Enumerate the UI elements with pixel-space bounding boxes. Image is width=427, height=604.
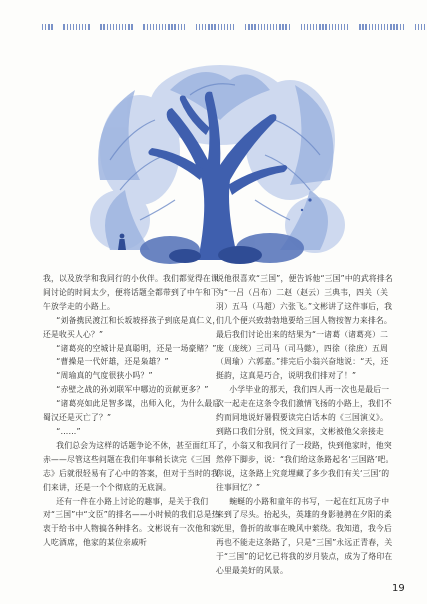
stripe-bar <box>159 24 160 30</box>
stripe-bar <box>107 24 108 30</box>
stripe-bar <box>85 24 86 30</box>
stripe-bar <box>103 24 104 30</box>
stripe-bar <box>384 24 385 30</box>
stripe-bar <box>233 24 234 30</box>
stripe-bar <box>211 24 212 30</box>
stripe-bar <box>273 24 274 30</box>
stripe-bar <box>181 24 182 30</box>
stripe-bar <box>48 24 49 30</box>
stripe-bar <box>400 24 401 30</box>
stripe-bar <box>390 24 391 30</box>
stripe-bar <box>329 24 330 30</box>
stripe-bar <box>116 24 117 30</box>
stripe-bar <box>51 24 52 30</box>
paragraph: 还有一件在小路上讨论的趣事，是关于我们对“三国”中“文臣”的排名——小时候的我们总是热衷于给书中人物搞各种排名。文彬说有一次他和家人吃酒席，他家的某位亲戚听 <box>43 496 220 548</box>
stripe-bar <box>325 24 326 30</box>
stripe-bar <box>63 24 64 30</box>
stripe-bar <box>359 24 360 30</box>
stripe-bar <box>258 24 259 30</box>
stripe-bar <box>110 24 111 30</box>
stripe-bar <box>221 24 222 30</box>
stripe-bar <box>205 24 206 30</box>
stripe-bar <box>301 24 302 30</box>
paragraph: “曹操是一代奸雄，还是枭雄？” <box>56 357 169 367</box>
stripe-bar <box>218 24 219 30</box>
stripe-bar <box>88 24 89 30</box>
stripe-bar <box>42 24 43 30</box>
stripe-bar <box>421 24 422 30</box>
stripe-bar <box>122 24 123 30</box>
stripe-bar <box>304 24 305 30</box>
stripe-bar <box>45 24 46 30</box>
stripe-bar <box>199 24 200 30</box>
stripe-bar <box>335 24 336 30</box>
paragraph: “赤壁之战的孙刘联军中哪边的贡献更多？” <box>56 385 209 395</box>
stripe-bar <box>254 24 255 30</box>
stripe-bar <box>230 24 231 30</box>
stripe-bar <box>338 24 339 30</box>
stripe-bar <box>322 24 323 30</box>
paragraph: 说他很喜欢“三国”，便告诉他“三国”中的武将排名为“一吕（吕布）二赵（赵云）三典韦，四关（关羽）五马（马超）六张飞。”文彬讲了这件事后，我们几个便兴致勃勃地要给三国人物按智力来排名。最后我们讨论出来的结果为“一诸葛（诸葛亮）二庞（庞统）三司马（司马懿），四徐（徐庶）五周（周瑜）六郭嘉。”排完后小翁兴奋地说：“天，还挺韵，这真是巧合，说明我们排对了！” <box>216 274 393 381</box>
stripe-bar <box>332 24 333 30</box>
left-text-column <box>43 272 221 550</box>
stripe-bar <box>79 24 80 30</box>
stripe-bar <box>125 24 126 30</box>
stripe-bar <box>279 24 280 30</box>
stripe-bar <box>162 24 163 30</box>
stripe-bar <box>143 24 144 30</box>
stripe-bar <box>67 24 68 30</box>
stripe-bar <box>387 24 388 30</box>
stripe-bar <box>270 24 271 30</box>
stripe-bar <box>316 24 317 30</box>
stripe-bar <box>248 24 249 30</box>
stripe-bar <box>344 24 345 30</box>
stripe-bar <box>76 24 77 30</box>
paragraph: “刘备携民渡江和长坂坡择孩子到底是真仁义，还是收买人心？” <box>43 315 221 339</box>
stripe-bar <box>128 24 129 30</box>
stripe-bar <box>214 24 215 30</box>
stripe-bar <box>196 24 197 30</box>
paragraph: “周瑜真的气度很狭小吗？” <box>56 371 153 381</box>
stripe-bar <box>73 24 74 30</box>
paragraph: 小学毕业的那天，我们四人再一次也是最后一次一起走在这条令我们激情飞扬的小路上，我们不约而同地说好暑假要读完白话本的《三国演义》。到路口我们分别，悦文回家，文彬被他父亲接走了，小翁又和我同行了一段路，快到他家时，他突然停下脚步，说：“我们给这条路起名‘三国路’吧。你说，这条路上究竟埋藏了多少我们有关‘三国’的往事回忆？” <box>216 385 394 492</box>
stripe-bar <box>119 24 120 30</box>
stripe-bar <box>369 24 370 30</box>
stripe-bar <box>178 24 179 30</box>
stripe-bar <box>403 24 404 30</box>
paragraph: “……” <box>56 426 81 436</box>
stripe-bar <box>289 24 290 30</box>
stripe-bar <box>362 24 363 30</box>
stripe-bar <box>261 24 262 30</box>
stripe-bar <box>267 24 268 30</box>
stripe-bar <box>341 24 342 30</box>
stripe-bar <box>131 24 132 30</box>
right-text-column <box>216 272 394 578</box>
stripe-bar <box>153 24 154 30</box>
paragraph: “诸葛亮的空城计是真聪明，还是一场豪赌？” <box>56 343 217 353</box>
stripe-bar <box>224 24 225 30</box>
stripe-bar <box>276 24 277 30</box>
stripe-bar <box>396 24 397 30</box>
stripe-bar <box>372 24 373 30</box>
stripe-bar <box>251 24 252 30</box>
stripe-bar <box>168 24 169 30</box>
stripe-bar <box>264 24 265 30</box>
stripe-bar <box>156 24 157 30</box>
stripe-bar <box>70 24 71 30</box>
stripe-bar <box>147 24 148 30</box>
stripe-bar <box>100 24 101 30</box>
stripe-bar <box>418 24 419 30</box>
stripe-bar <box>415 24 416 30</box>
stripe-bar <box>113 24 114 30</box>
paragraph: “诸葛亮如此足智多谋，出师入化，为什么最后蜀汉还是灭亡了？” <box>43 399 221 423</box>
tree-illustration-svg <box>80 60 350 265</box>
stripe-bar <box>319 24 320 30</box>
stripe-bar <box>171 24 172 30</box>
stripe-bar <box>424 24 425 30</box>
paragraph: 我们总会为这样的话题争论不休，甚至面红耳赤——尽管这些问题在我们年事稍长读完《三国志》后就很轻易有了心中的答案，但对于当时的我们来讲，还是一个个彻底的无底洞。 <box>43 440 219 492</box>
stripe-bar <box>381 24 382 30</box>
stripe-bar <box>150 24 151 30</box>
paragraph: 我，以及放学和我同行的小伙伴。我们都觉得在课间讨论的时间太少，便将话题全都带到了中午和下午放学走的小路上。 <box>43 274 219 311</box>
tree-illustration <box>80 60 350 265</box>
stripe-bar <box>307 24 308 30</box>
stripe-bar <box>165 24 166 30</box>
stripe-bar <box>313 24 314 30</box>
page-number: 19 <box>392 583 405 594</box>
stripe-bar <box>365 24 366 30</box>
stripe-bar <box>245 24 246 30</box>
stripe-bar <box>310 24 311 30</box>
stripe-bar <box>285 24 286 30</box>
stripe-bar <box>82 24 83 30</box>
stripe-bar <box>282 24 283 30</box>
header-stripe-pattern <box>42 24 392 30</box>
stripe-bar <box>375 24 376 30</box>
stripe-bar <box>227 24 228 30</box>
paragraph: 蜿蜒的小路和童年的书写，一起在红瓦房子中来到了尽头。抬起头，英雄的身影驰骋在夕阳的柔光里，鲁折的故事在晚风中萦绕。我知道，我今后再也不能走这条路了，只是“三国”永远正青春，关于“三国”的记忆已将我的岁月装点，成为了烙印在心里最美好的风景。 <box>216 496 393 576</box>
stripe-bar <box>378 24 379 30</box>
stripe-bar <box>393 24 394 30</box>
stripe-bar <box>174 24 175 30</box>
stripe-bar <box>202 24 203 30</box>
stripe-bar <box>347 24 348 30</box>
stripe-bar <box>184 24 185 30</box>
stripe-bar <box>208 24 209 30</box>
